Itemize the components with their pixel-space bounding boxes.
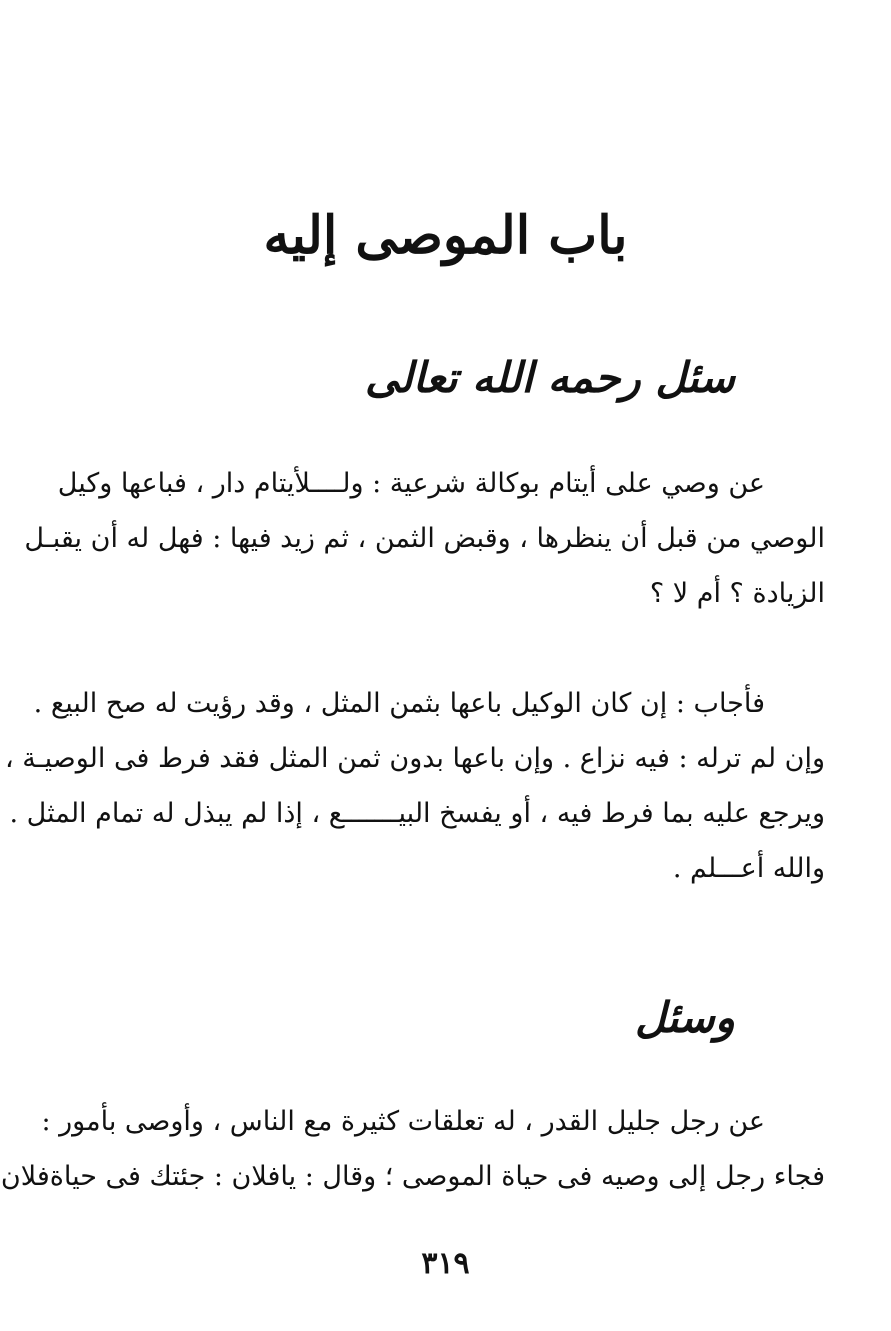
question-2-line: فجاء رجل إلى وصيه فى حياة الموصى ؛ وقال : يافلان : جئتك فى حياةفلان — [0, 1161, 825, 1192]
question-1-line: الزيادة ؟ أم لا ؟ — [649, 578, 825, 609]
answer-1-line: والله أعـــلم . — [672, 853, 825, 884]
question-1-line: الوصي من قبل أن ينظرها ، وقبض الثمن ، ثم زيد فيها : فهل له أن يقبـل — [24, 523, 825, 554]
section-heading-question-2: وسئل — [635, 993, 735, 1042]
question-1-line: عن وصي على أيتام بوكالة شرعية : ولــــلأيتام دار ، فباعها وكيل — [57, 468, 765, 499]
answer-1-line: وإن لم ترله : فيه نزاع . وإن باعها بدون ثمن المثل فقد فرط فى الوصيـة ، — [4, 743, 825, 774]
chapter-title: باب الموصى إليه — [263, 205, 628, 266]
question-1-paragraph — [24, 456, 825, 621]
page-number: ٣١٩ — [421, 1246, 470, 1281]
answer-1-line: فأجاب : إن كان الوكيل باعها بثمن المثل ، وقد رؤيت له صح البيع . — [33, 688, 765, 719]
question-2-paragraph — [0, 1094, 825, 1204]
question-2-line: عن رجل جليل القدر ، له تعلقات كثيرة مع الناس ، وأوصى بأمور : — [41, 1106, 765, 1137]
section-heading-question-1: سئل رحمه الله تعالى — [364, 353, 735, 402]
answer-1-line: ويرجع عليه بما فرط فيه ، أو يفسخ البيـــــــع ، إذا لم يبذل له تمام المثل . — [9, 798, 825, 829]
answer-1-paragraph — [4, 676, 825, 896]
